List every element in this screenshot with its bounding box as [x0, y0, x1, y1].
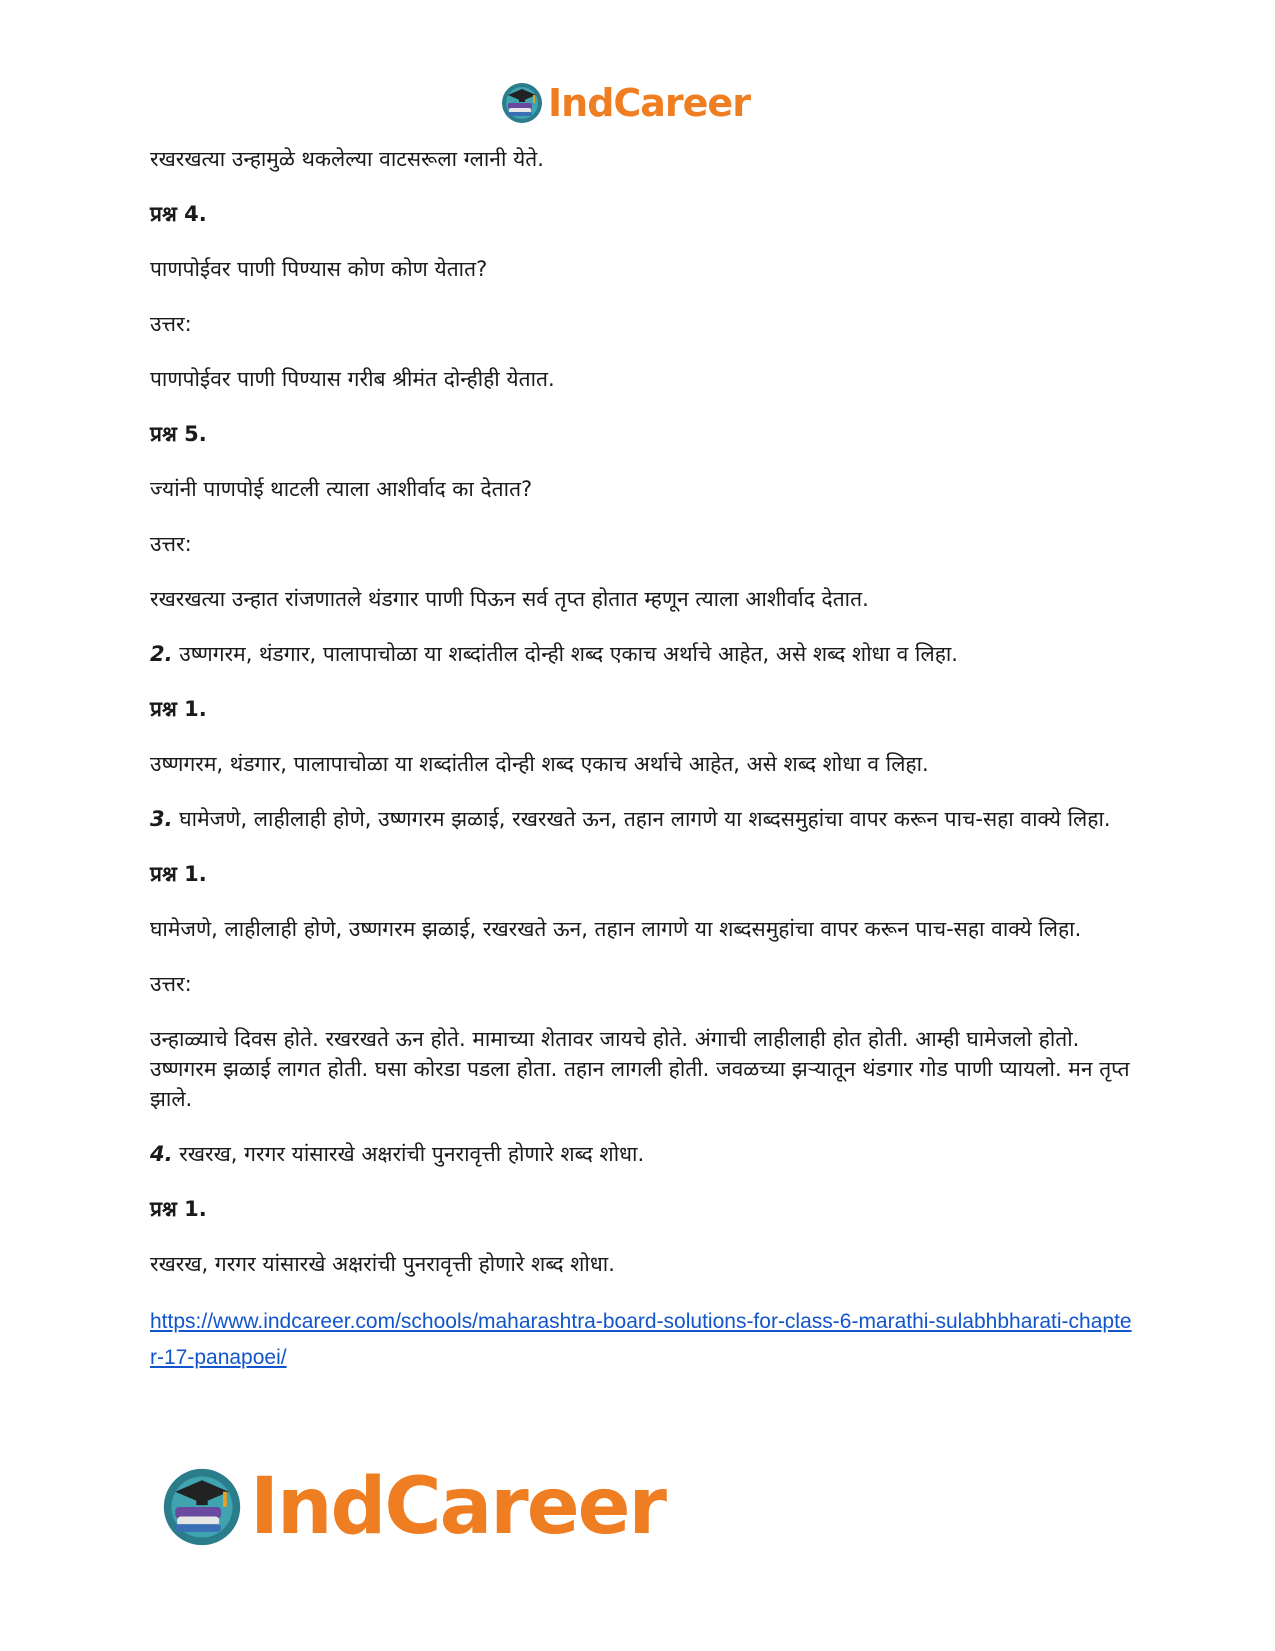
section-heading: [150, 1139, 1135, 1169]
section-number: 3.: [150, 807, 173, 831]
section-heading: [150, 804, 1135, 834]
question-label: प्रश्न 5.: [150, 422, 207, 446]
brand-name: IndCareer: [250, 1462, 665, 1552]
brand-name: IndCareer: [548, 81, 750, 125]
source-link[interactable]: https://www.indcareer.com/schools/maharashtra-board-solutions-for-class-6-marathi-sulabhbharati-chapter-17-panapoei/: [150, 1310, 1132, 1369]
answer-text: पाणपोईवर पाणी पिण्यास गरीब श्रीमंत दोन्हीही येतात.: [150, 367, 555, 391]
question-text: घामेजणे, लाहीलाही होणे, उष्णगरम झळाई, रखरखते ऊन, तहान लागणे या शब्दसमुहांचा वापर करून पाच-सहा वाक्ये लिहा.: [150, 917, 1082, 941]
question-label: प्रश्न 1.: [150, 1197, 207, 1221]
answer-label: उत्तर:: [150, 972, 192, 996]
section-heading: [150, 639, 1135, 669]
footer-logo: [160, 1462, 665, 1552]
section-heading-text: उष्णगरम, थंडगार, पालापाचोळा या शब्दांतील दोन्ही शब्द एकाच अर्थाचे आहेत, असे शब्द शोधा व लिहा.: [172, 642, 958, 666]
question-text: पाणपोईवर पाणी पिण्यास कोण कोण येतात?: [150, 257, 488, 281]
question-text: रखरख, गरगर यांसारखे अक्षरांची पुनरावृत्ती होणारे शब्द शोधा.: [150, 1252, 615, 1276]
question-label: प्रश्न 4.: [150, 202, 207, 226]
question-label: प्रश्न 1.: [150, 862, 207, 886]
section-heading-text: रखरख, गरगर यांसारखे अक्षरांची पुनरावृत्ती होणारे शब्द शोधा.: [172, 1142, 645, 1166]
paragraph: रखरखत्या उन्हामुळे थकलेल्या वाटसरूला ग्लानी येते.: [150, 147, 544, 171]
answer-text: उन्हाळ्याचे दिवस होते. रखरखते ऊन होते. मामाच्या शेतावर जायचे होते. अंगाची लाहीलाही होत होती. आम्ही घामेजलो होतो. उष्णगरम झळाई लागत होती. घसा कोरडा पडला होता. तहान लागली होती. जवळच्या झऱ्यातून थंडगार गोड पाणी प्यायलो. मन तृप्त झाले.: [150, 1027, 1130, 1111]
section-heading-text: घामेजणे, लाहीलाही होणे, उष्णगरम झळाई, रखरखते ऊन, तहान लागणे या शब्दसमुहांचा वापर करून पाच-सहा वाक्ये लिहा.: [172, 807, 1111, 831]
question-text: ज्यांनी पाणपोई थाटली त्याला आशीर्वाद का देतात?: [150, 477, 533, 501]
section-number: 2.: [150, 642, 173, 666]
graduation-book-icon: [500, 81, 544, 125]
answer-label: उत्तर:: [150, 532, 192, 556]
document-body: [150, 144, 1135, 1376]
header-logo: [500, 78, 750, 128]
answer-text: रखरखत्या उन्हात रांजणातले थंडगार पाणी पिऊन सर्व तृप्त होतात म्हणून त्याला आशीर्वाद देतात.: [150, 587, 869, 611]
graduation-book-icon: [160, 1465, 244, 1549]
question-text: उष्णगरम, थंडगार, पालापाचोळा या शब्दांतील दोन्ही शब्द एकाच अर्थाचे आहेत, असे शब्द शोधा व लिहा.: [150, 752, 929, 776]
answer-label: उत्तर:: [150, 312, 192, 336]
question-label: प्रश्न 1.: [150, 697, 207, 721]
section-number: 4.: [150, 1142, 173, 1166]
